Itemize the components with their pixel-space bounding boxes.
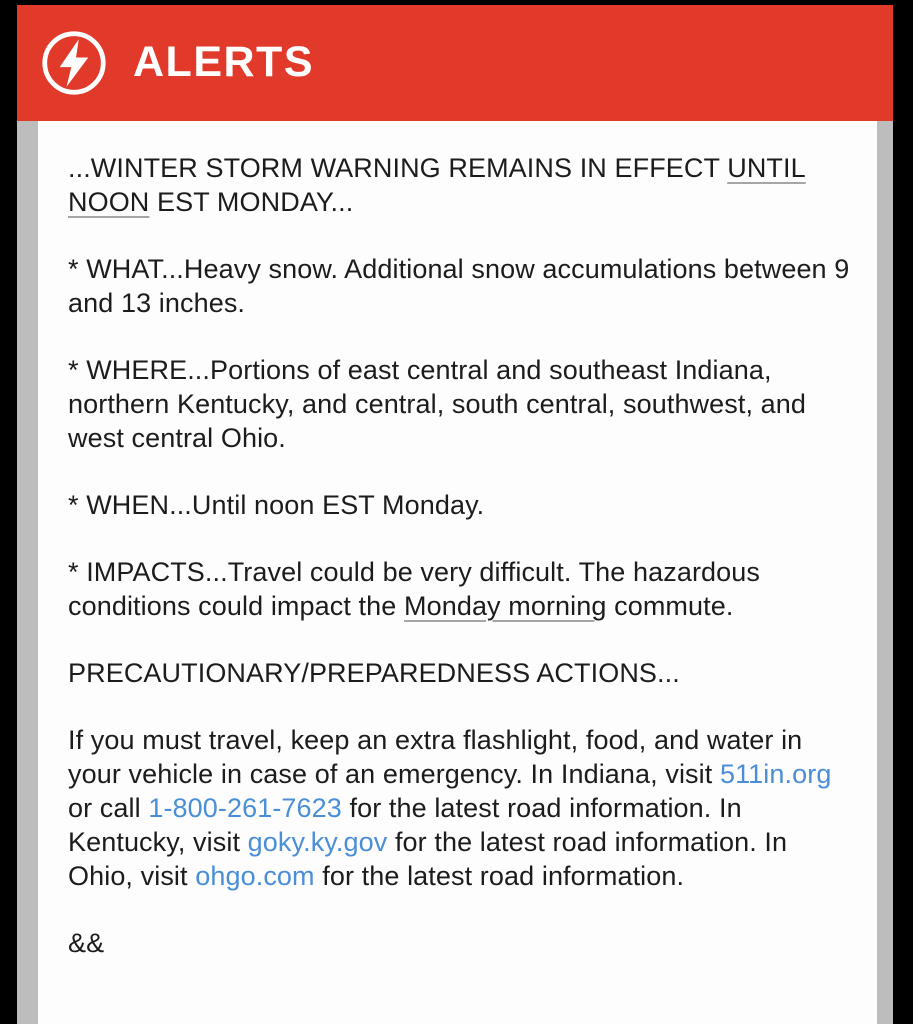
alert-when: * WHEN...Until noon EST Monday.	[68, 490, 485, 520]
alerts-header	[17, 5, 893, 121]
advice-text-1: If you must travel, keep an extra flashlight, food, and water in your vehicle in case of an emergency. In Indiana, visit	[68, 725, 803, 789]
alert-footer-mark: &&	[68, 928, 105, 958]
lightning-bolt-icon	[40, 29, 108, 97]
impacts-date-link[interactable]: Monday morning	[404, 591, 607, 621]
impacts-text-post: commute.	[606, 591, 734, 621]
link-phone-number[interactable]: 1-800-261-7623	[148, 793, 342, 823]
advice-text-2: or call	[68, 793, 149, 823]
alert-what: * WHAT...Heavy snow. Additional snow accumulations between 9 and 13 inches.	[68, 254, 850, 318]
advice-text-5: for the latest road information.	[314, 861, 685, 891]
advice-text-4: for the latest road information. In Ohio, visit	[68, 827, 788, 891]
alert-text-card	[38, 121, 877, 1024]
alert-impacts	[68, 555, 851, 623]
link-goky-ky-gov[interactable]: goky.ky.gov	[247, 827, 388, 857]
content-frame	[17, 121, 893, 1024]
advice-text-3: for the latest road information. In Kentucky, visit	[68, 793, 742, 857]
alert-headline	[68, 151, 851, 219]
headline-text-pre: ...WINTER STORM WARNING REMAINS IN EFFECT	[68, 153, 728, 183]
impacts-text-pre: * IMPACTS...Travel could be very difficult. The hazardous conditions could impact the	[68, 557, 760, 621]
alert-where: * WHERE...Portions of east central and southeast Indiana, northern Kentucky, and central, south central, southwest, and west central Ohio.	[68, 355, 807, 453]
headline-date-link[interactable]: UNTIL NOON	[68, 153, 806, 217]
alert-advice	[68, 723, 851, 893]
link-511in-org[interactable]: 511in.org	[719, 759, 832, 789]
headline-text-post: EST MONDAY...	[149, 187, 354, 217]
alert-actions-heading: PRECAUTIONARY/PREPAREDNESS ACTIONS...	[68, 658, 680, 688]
page-title: ALERTS	[133, 37, 314, 86]
link-ohgo-com[interactable]: ohgo.com	[195, 861, 315, 891]
